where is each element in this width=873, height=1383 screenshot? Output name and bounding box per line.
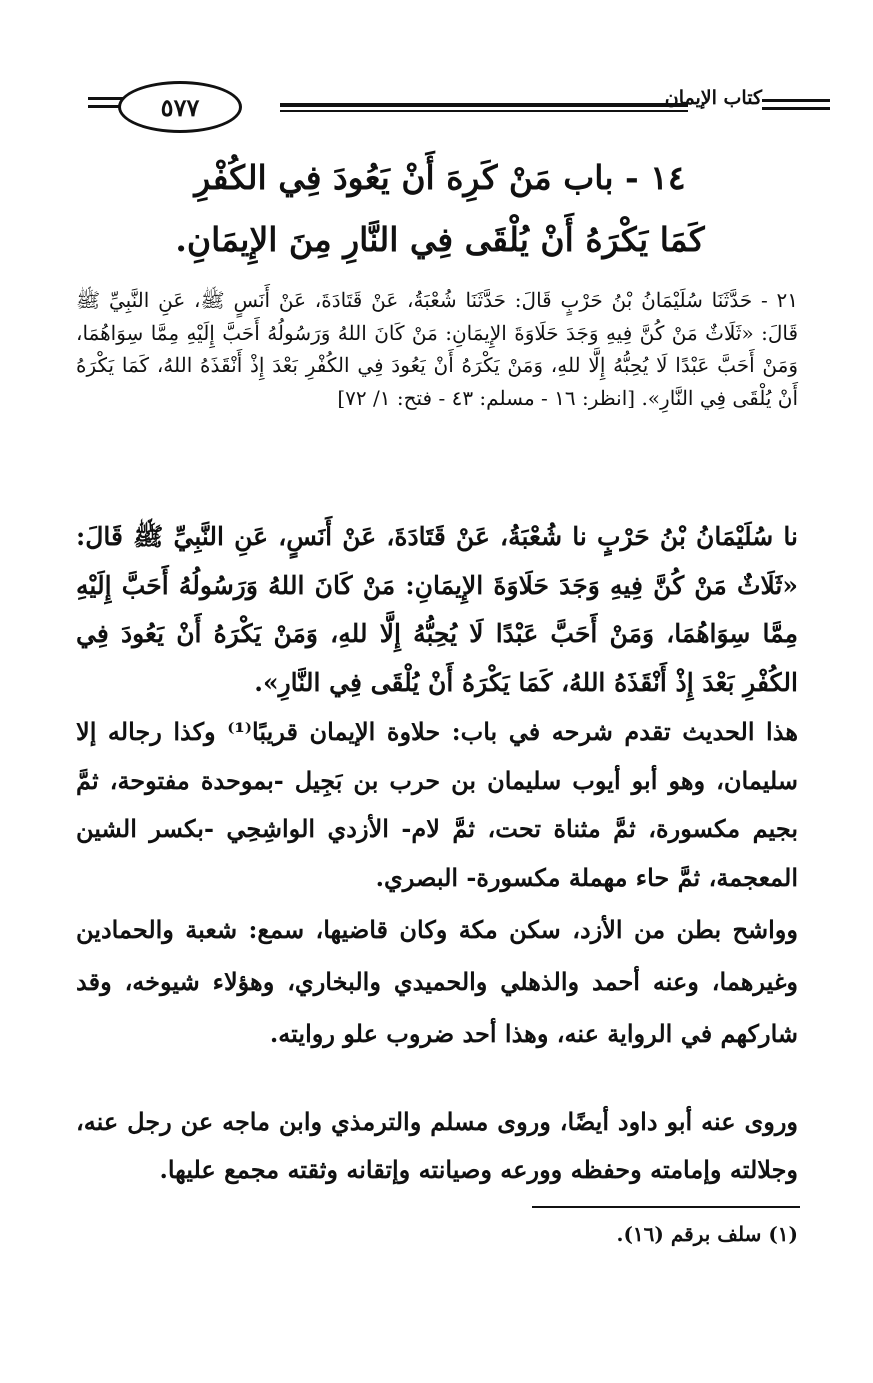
header-rule: [280, 103, 696, 107]
chapter-title-line-2: كَمَا يَكْرَهُ أَنْ يُلْقَى فِي النَّارِ مِنَ الإِيمَانِ.: [175, 220, 705, 259]
commentary-paragraph-2: وواشح بطن من الأزد، سكن مكة وكان قاضيها، سمع: شعبة والحمادين وغيرهما، وعنه أحمد والذهلي والحميدي والبخاري، وهؤلاء شيوخه، وقد شاركهم في الرواية عنه، وهذا أحد ضروب علو روايته.: [76, 915, 798, 1048]
commentary-paragraph-3: وروى عنه أبو داود أيضًا، وروى مسلم والترمذي وابن ماجه عن رجل عنه، وجلالته وإمامته وحفظه وورعه وصيانته وإتقانه وثقته مجمع عليها.: [76, 1107, 798, 1184]
commentary-hadith-text: نا سُلَيْمَانُ بْنُ حَرْبٍ نا شُعْبَةُ، عَنْ قَتَادَةَ، عَنْ أَنَسٍ، عَنِ النَّبِيِّ ﷺ قَالَ: «ثَلَاثٌ مَنْ كُنَّ فِيهِ وَجَدَ حَلَاوَةَ الإِيمَانِ: مَنْ كَانَ اللهُ وَرَسُولُهُ أَحَبَّ إِلَيْهِ مِمَّا سِوَاهُمَا، وَمَنْ أَحَبَّ عَبْدًا لَا يُحِبُّهُ إِلَّا للهِ، وَمَنْ يَكْرَهُ أَنْ يَعُودَ فِي الكُفْرِ بَعْدَ إِذْ أَنْقَذَهُ اللهُ، كَمَا يَكْرَهُ أَنْ يُلْقَى فِي النَّارِ».: [76, 522, 798, 697]
running-header: [80, 75, 840, 135]
header-rule: [760, 99, 830, 102]
running-title: كتاب الإيمان: [688, 87, 762, 117]
footnote: (١) سلف برقم (١٦).: [616, 1222, 798, 1246]
header-rule: [760, 107, 830, 110]
chapter-title-line-1: ١٤ - باب مَنْ كَرِهَ أَنْ يَعُودَ فِي الكُفْرِ: [194, 158, 686, 197]
header-rule: [280, 110, 696, 112]
hadith-text: ٢١ - حَدَّثَنَا سُلَيْمَانُ بْنُ حَرْبٍ قَالَ: حَدَّثَنَا شُعْبَةُ، عَنْ قَتَادَةَ، عَنْ أَنَسٍ ﷺ، عَنِ النَّبِيِّ ﷺ قَالَ: «ثَلَاثٌ مَنْ كُنَّ فِيهِ وَجَدَ حَلَاوَةَ الإِيمَانِ: مَنْ كَانَ اللهُ وَرَسُولُهُ أَحَبَّ إِلَيْهِ مِمَّا سِوَاهُمَا، وَمَنْ أَحَبَّ عَبْدًا لَا يُحِبُّهُ إِلَّا للهِ، وَمَنْ يَكْرَهُ أَنْ يَعُودَ فِي الكُفْرِ بَعْدَ إِذْ أَنْقَذَهُ اللهُ، كَمَا يَكْرَهُ أَنْ يُلْقَى فِي النَّارِ». [انظر: ١٦ - مسلم: ٤٣ - فتح: ١/ ٧٢]: [76, 288, 798, 410]
footnote-separator: [532, 1206, 800, 1208]
page-number: ٥٧٧: [118, 81, 242, 133]
commentary-paragraph-1: هذا الحديث تقدم شرحه في باب: حلاوة الإيمان قريبًا⁽¹⁾ وكذا رجاله إلا سليمان، وهو أبو أيوب سليمان بن حرب بن بَجِيل -بموحدة مفتوحة، ثمَّ بجيم مكسورة، ثمَّ مثناة تحت، ثمَّ لام- الأزدي الواشِحِي -بكسر الشين المعجمة، ثمَّ حاء مهملة مكسورة- البصري.: [76, 717, 798, 892]
